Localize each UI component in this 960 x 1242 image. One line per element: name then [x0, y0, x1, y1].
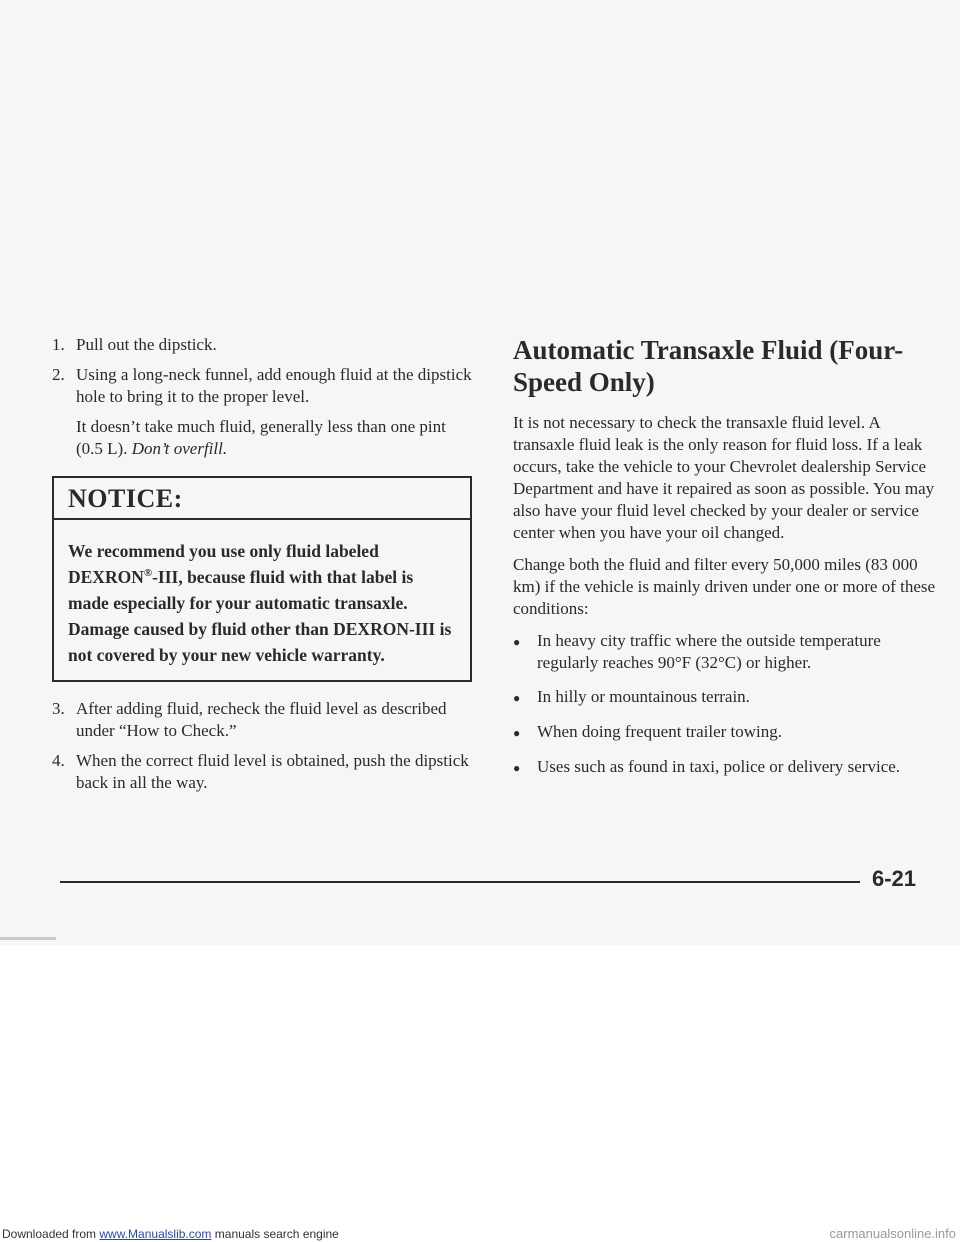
banner-suffix: manuals search engine: [211, 1227, 339, 1241]
conditions-list: [513, 630, 938, 779]
list-item: [513, 721, 938, 744]
step-text: Using a long-neck funnel, add enough fluid at the dipstick hole to bring it to the proper level.: [76, 365, 472, 406]
list-item: [513, 630, 938, 674]
manualslib-link[interactable]: www.Manualslib.com: [99, 1227, 212, 1241]
step-number: 3.: [52, 699, 65, 718]
paragraph-fluid-check: It is not necessary to check the transaxle fluid level. A transaxle fluid leak is the only reason for fluid loss. If a leak occurs, take the vehicle to your Chevrolet dealership Service Department and have it repaired as soon as possible. You may also have your fluid level checked by your dealer or service center when you have your oil changed.: [513, 413, 935, 542]
notice-text-after: -III, because fluid with that label is made especially for your automatic transaxle. Damage caused by fluid other than DEXRON-III is not covered by your new vehicle warranty.: [68, 567, 452, 665]
registered-mark: ®: [143, 567, 153, 580]
notice-heading: NOTICE:: [54, 478, 470, 520]
bullet-icon: ●: [513, 635, 521, 649]
bullet-icon: ●: [513, 761, 521, 775]
note-emphasis: Don’t overfill.: [131, 439, 228, 458]
step-4: [52, 750, 472, 794]
list-item: [513, 686, 938, 709]
banner-prefix: Downloaded from: [2, 1227, 100, 1241]
fluid-amount-note: [76, 416, 472, 460]
notice-text-before: We recommend you use only fluid labeled DEXRON: [68, 541, 379, 587]
list-item-text: When doing frequent trailer towing.: [537, 722, 783, 741]
step-text: After adding fluid, recheck the fluid level as described under “How to Check.”: [76, 699, 447, 740]
notice-box: [52, 476, 472, 682]
footer-rule: [60, 881, 860, 883]
step-number: 2.: [52, 365, 65, 384]
banner-text: [2, 1226, 339, 1242]
right-column: [513, 334, 938, 791]
page-number: 6-21: [872, 866, 917, 891]
left-column: [52, 334, 472, 802]
step-number: 4.: [52, 751, 65, 770]
step-number: 1.: [52, 335, 65, 354]
step-3: [52, 698, 472, 742]
bullet-icon: ●: [513, 691, 521, 705]
list-item-text: Uses such as found in taxi, police or delivery service.: [537, 757, 901, 776]
step-text: When the correct fluid level is obtained, push the dipstick back in all the way.: [76, 751, 469, 792]
download-banner: [0, 1226, 960, 1242]
paragraph-change-interval: Change both the fluid and filter every 50,000 miles (83 000 km) if the vehicle is mainly driven under one or more of these conditions:: [513, 555, 936, 618]
step-2: [52, 364, 472, 408]
notice-body: [54, 520, 470, 680]
list-item: [513, 756, 938, 779]
note-text: It doesn’t take much fluid, generally less than one pint (0.5 L).: [76, 417, 446, 458]
scan-mark: [0, 937, 56, 940]
bullet-icon: ●: [513, 726, 521, 740]
list-item-text: In hilly or mountainous terrain.: [537, 687, 750, 706]
step-1: [52, 334, 472, 356]
list-item-text: In heavy city traffic where the outside temperature regularly reaches 90°F (32°C) or higher.: [537, 631, 881, 672]
section-heading: Automatic Transaxle Fluid (Four-Speed Only): [513, 335, 904, 397]
watermark-text: carmanualsonline.info: [829, 1226, 956, 1241]
step-text: Pull out the dipstick.: [76, 335, 217, 354]
